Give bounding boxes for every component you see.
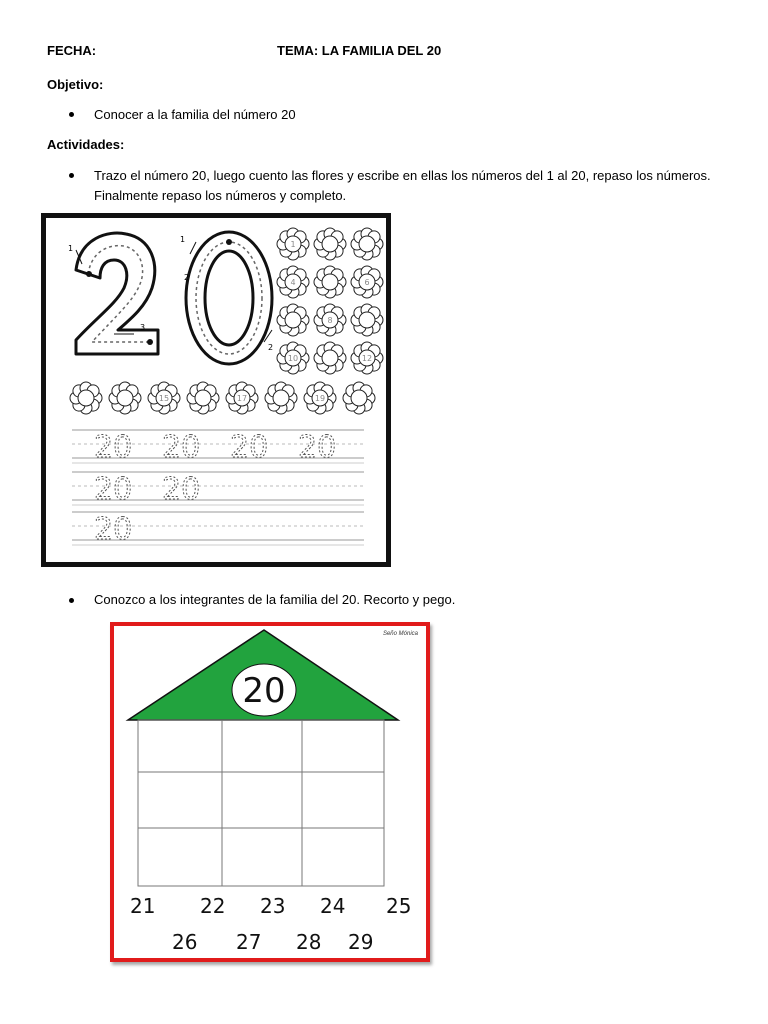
trace-number: 20 <box>94 472 133 507</box>
stroke-label: 1 <box>180 235 186 244</box>
house-grid <box>138 720 384 886</box>
bullet-dot <box>69 598 74 603</box>
bullet-dot <box>69 173 74 178</box>
stroke-label: 1 <box>68 244 74 253</box>
credit-text: Seño Mónica <box>382 631 418 637</box>
roof-number: 20 <box>242 671 286 711</box>
family-number: 24 <box>320 894 346 918</box>
flower-group <box>70 228 383 414</box>
tracing-worksheet <box>41 213 391 567</box>
actividades-title: Actividades: <box>47 137 125 152</box>
tema-label: TEMA: LA FAMILIA DEL 20 <box>277 43 442 58</box>
flower-label: 8 <box>327 316 333 325</box>
actividad1-line2: Finalmente repaso los números y completo. <box>94 188 347 203</box>
flower-icon <box>343 382 375 414</box>
objetivo-title: Objetivo: <box>47 77 104 92</box>
trace-number: 20 <box>94 512 133 547</box>
family-number: 22 <box>200 894 226 918</box>
flower-icon <box>314 304 346 336</box>
trace-number: 20 <box>298 430 337 465</box>
flower-icon <box>226 382 258 414</box>
trace-number: 20 <box>162 472 201 507</box>
flower-icon <box>277 266 309 298</box>
family-number: 27 <box>236 930 262 954</box>
stroke-label: 2 <box>268 343 274 352</box>
big-two-outline <box>76 233 158 354</box>
flower-icon <box>304 382 336 414</box>
flower-icon <box>148 382 180 414</box>
flower-icon <box>314 228 346 260</box>
flower-icon <box>351 304 383 336</box>
flower-label: 15 <box>158 394 170 403</box>
stroke-label: 3 <box>140 323 146 332</box>
flower-label: 6 <box>364 278 370 287</box>
trace-number: 20 <box>94 430 133 465</box>
big-zero-outline <box>186 232 272 364</box>
actividad1-line1: Trazo el número 20, luego cuento las flores y escribe en ellas los números del 1 al 20, repaso los números. <box>94 168 711 183</box>
flower-label: 17 <box>236 394 248 403</box>
big-number-label: 20 <box>120 358 122 359</box>
flower-icon <box>351 342 383 374</box>
flower-icon <box>351 228 383 260</box>
flower-label: 10 <box>287 354 299 363</box>
stroke-label: 2 <box>184 273 190 282</box>
flower-label: 19 <box>314 394 326 403</box>
trace-number: 20 <box>162 430 201 465</box>
flower-label: 1 <box>290 240 296 249</box>
flower-icon <box>277 304 309 336</box>
family-number: 28 <box>296 930 322 954</box>
flower-icon <box>277 228 309 260</box>
family-number: 29 <box>348 930 374 954</box>
flower-icon <box>351 266 383 298</box>
flower-icon <box>109 382 141 414</box>
flower-icon <box>314 266 346 298</box>
flower-icon <box>70 382 102 414</box>
flower-label: 4 <box>290 278 296 287</box>
bullet-dot <box>69 112 74 117</box>
family-number: 25 <box>386 894 412 918</box>
trace-number: 20 <box>230 430 269 465</box>
trace-lines <box>72 430 364 547</box>
family-number: 23 <box>260 894 286 918</box>
flower-icon <box>265 382 297 414</box>
flower-icon <box>314 342 346 374</box>
tracing-worksheet-art <box>46 218 386 562</box>
family-number: 26 <box>172 930 198 954</box>
fecha-label: FECHA: <box>47 43 97 58</box>
family-number: 21 <box>130 894 156 918</box>
actividad2-text: Conozco a los integrantes de la familia del 20. Recorto y pego. <box>94 592 456 607</box>
flower-icon <box>277 342 309 374</box>
flower-label: 12 <box>361 354 373 363</box>
objetivo-text: Conocer a la familia del número 20 <box>94 107 296 122</box>
house-worksheet <box>110 622 430 962</box>
flower-icon <box>187 382 219 414</box>
